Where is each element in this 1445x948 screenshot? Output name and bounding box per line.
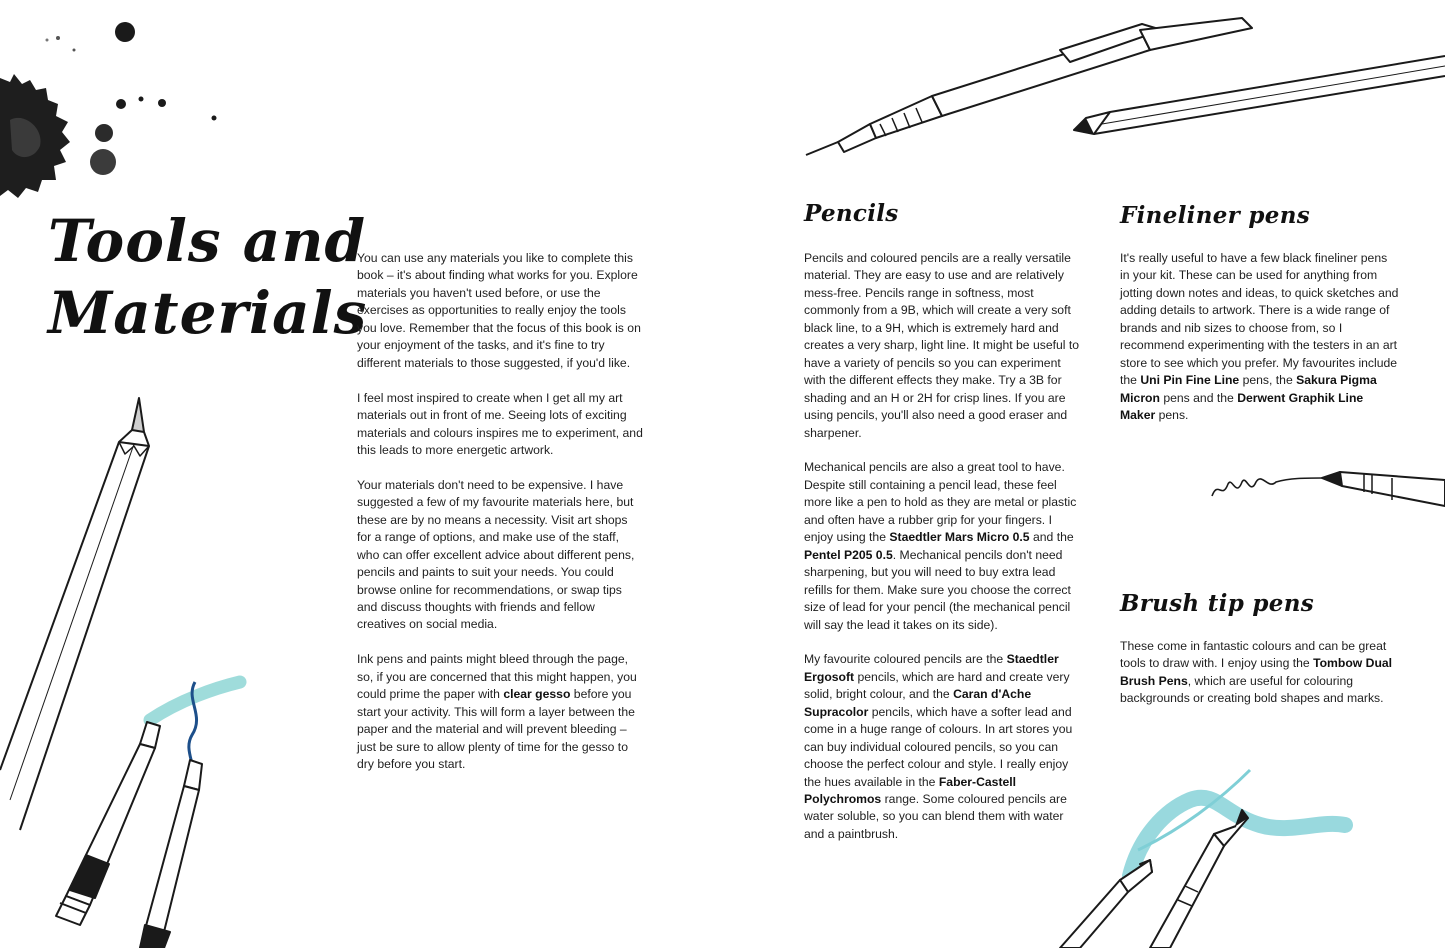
fineliner-bold-term: Derwent Graphik Line Maker: [1120, 390, 1364, 423]
title-line-2: Materials: [48, 279, 368, 347]
intro-column: [357, 250, 643, 791]
pencils-column: [804, 250, 1082, 861]
pencils-paragraph-1: Pencils and coloured pencils are a really versatile material. They are easy to use and are relatively mess-free. Pencils range in softness, most commonly from a 9B, which will create a very soft black line, to a 9H, which is extremely hard and creates a very sharp, light line. It might be useful to have a variety of pencils so you can experiment with the different effects they make. Try a 3B for shading and an H or 2H for crisp lines. If you are using pencils, you'll also need a good eraser and sharpener.: [804, 251, 1080, 440]
fineliner-paragraph-1: [1120, 250, 1400, 425]
pencils-text-segment: pencils, which have a softer lead and come in a huge range of colours. In art stores you can buy individual coloured pencils, so you can choose the perfect colour and style. I really enjoy the hues available in the: [804, 704, 1073, 789]
pencils-paragraph-2: [804, 459, 1082, 634]
pencils-text-segment: . Mechanical pencils don't need sharpening, but you will need to buy extra lead refills for them. Make sure you choose the correct size of lead for your pencil (the mechanical pencil will say the lead it takes on its side).: [804, 547, 1071, 632]
pencils-text-segment: pencils, which are hard and create very solid, bright colour, and the: [804, 669, 1070, 702]
marker-pens-icon: [56, 722, 202, 948]
intro-paragraph-4: [357, 651, 643, 773]
pencils-text-segment: and the: [1029, 530, 1074, 545]
intro-paragraph-2: I feel most inspired to create when I get all my art materials out in front of me. Seeing lots of exciting materials and colours inspires me to experiment, and this leads to more energetic artwork.: [357, 390, 643, 457]
pencils-text-segment: My favourite coloured pencils are the: [804, 652, 1007, 667]
brush-bold-term: Tombow Dual Brush Pens: [1120, 656, 1393, 688]
fineliner-column: [1120, 250, 1400, 442]
pencils-bold-term: Caran d'Ache Supracolor: [804, 687, 1032, 719]
intro-paragraph-3: Your materials don't need to be expensive. I have suggested a few of my favourite materials here, but these are by no means a necessity. Visit art shops for a range of options, and make use of the staff, who can offer excellent advice about different pens, pencils and paints to suit your needs. You could browse online for recommendations, or swap tips and discuss thoughts with friends and fellow creatives on social media.: [357, 477, 635, 632]
pencils-text-segment: Mechanical pencils are also a great tool to have. Despite still containing a pencil lead, these feel more like a pen to hold as they are metal or plastic and often have a rubber grip for your fingers. I enjoy using the: [804, 460, 1077, 545]
brush-text-segment: , which are useful for colouring backgrounds or creating bold shapes and marks.: [1120, 673, 1384, 706]
fineliner-text-segment: pens.: [1155, 408, 1189, 423]
fineliner-text-segment: pens and the: [1159, 390, 1238, 405]
intro-paragraph-1: You can use any materials you like to complete this book – it's about finding what works for you. Explore materials you haven't used before, or use the exercises as opportunities to really enjoy the tools you love. Remember that the focus of this book is on your enjoyment of the tasks, and it's fine to try different materials to those suggested, if you'd like.: [357, 251, 641, 370]
fineliner-text-segment: It's really useful to have a few black fineliner pens in your kit. These can be used for anything from jotting down notes and ideas, to quick sketches and adding details to artwork. There is a wide range of brands and nib sizes to choose from, so I recommend experimenting with the testers in an art store to see which you prefer. My favourites include the: [1120, 251, 1399, 388]
fineliner-heading: Fineliner pens: [1120, 202, 1310, 229]
pencils-bold-term: Staedtler Mars Micro 0.5: [889, 530, 1030, 545]
brush-column: [1120, 638, 1400, 725]
brush-pens-icon: [1060, 770, 1345, 948]
brush-text-segment: These come in fantastic colours and can be great tools to draw with. I enjoy using the: [1120, 639, 1387, 671]
pencil-left-icon: [0, 398, 149, 830]
pencils-text-segment: range. Some coloured pencils are water soluble, so you can blend them with water and a paintbrush.: [804, 792, 1067, 841]
ink-splatter-icon: [0, 22, 217, 198]
intro-text-segment: before you start your activity. This will form a layer between the paper and the material and will prevent bleeding – just be sure to allow plenty of time for the gesso to dry before you start.: [357, 687, 635, 772]
fineliner-bold-term: Sakura Pigma Micron: [1120, 373, 1377, 405]
intro-bold-term: clear gesso: [503, 687, 571, 702]
pencils-bold-term: Faber-Castell Polychromos: [804, 774, 1017, 807]
pencils-bold-term: Pentel P205 0.5: [804, 547, 893, 562]
wood-pencil-icon: [1074, 56, 1445, 134]
brush-paragraph-1: [1120, 638, 1400, 708]
fineliner-pen-icon: [1212, 472, 1445, 506]
fineliner-bold-term: Uni Pin Fine Line: [1140, 373, 1240, 388]
pencils-paragraph-3: [804, 651, 1082, 843]
pencils-bold-term: Staedtler Ergosoft: [804, 652, 1059, 684]
title-line-1: Tools and: [48, 207, 367, 275]
page-title: [48, 205, 367, 349]
intro-text-segment: Ink pens and paints might bleed through the page, so, if you are concerned that this might happen, you could prime the paper with: [357, 652, 637, 702]
mechanical-pencil-icon: [806, 18, 1252, 155]
fineliner-text-segment: pens, the: [1239, 373, 1297, 388]
pencils-heading: Pencils: [804, 200, 899, 227]
brush-heading: Brush tip pens: [1120, 590, 1314, 617]
